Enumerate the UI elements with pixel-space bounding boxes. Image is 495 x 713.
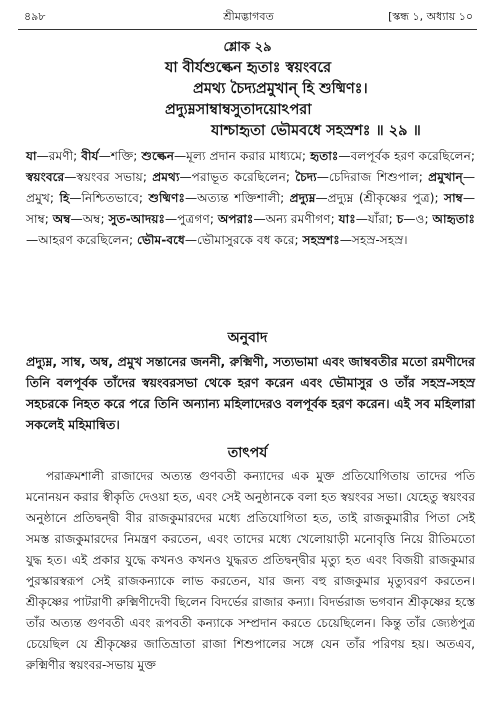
synonym-meaning: —পরাভূত করেছিলেন; bbox=[179, 170, 296, 184]
synonym-meaning: —যাঁরা; bbox=[355, 212, 397, 226]
synonym-term: শুল্কেন bbox=[141, 149, 174, 163]
synonym-term: বীর্য bbox=[81, 149, 99, 163]
synonym-term: অম্ব bbox=[52, 212, 71, 226]
synonym-term: চৈদ্য bbox=[295, 170, 317, 184]
synonym-meaning: —অত্যন্ত শক্তিশালী; bbox=[184, 191, 290, 205]
page-number: ৪৯৮ bbox=[24, 10, 46, 23]
verse-line: প্রদ্যুম্নসাম্বাম্বসুতাদয়োঽপরা bbox=[165, 102, 312, 118]
purport-text bbox=[26, 466, 475, 676]
synonym-meaning: —সাম্ব; bbox=[26, 191, 475, 226]
synonym-meaning: —স্বয়ংবর সভায়; bbox=[64, 170, 153, 184]
synonym-term: প্রমুখান্ bbox=[428, 170, 463, 184]
synonym-term: সাম্ব bbox=[444, 191, 463, 205]
synonym-meaning: —সহস্র-সহস্র। bbox=[339, 233, 408, 247]
synonym-meaning: —অন্য রমণীগণ; bbox=[253, 212, 339, 226]
synonym-term: প্রমথ্য bbox=[152, 170, 180, 184]
synonym-term: যাঃ bbox=[338, 212, 356, 226]
synonym-term: হৃতাঃ bbox=[310, 149, 339, 163]
verse-line: প্রমথ্য চৈদ্যপ্রমুখান্ হি শুষ্মিণঃ। bbox=[193, 81, 368, 97]
page-header bbox=[24, 6, 473, 26]
chapter-reference: [স্কন্ধ ১, অধ্যায় ১০ bbox=[388, 10, 473, 23]
synonym-meaning: —চেদিরাজ শিশুপাল; bbox=[316, 170, 429, 184]
verse-line: যাশ্চাহৃতা ভৌমবধে সহস্রশঃ ॥ ২৯ ॥ bbox=[211, 123, 421, 139]
synonym-meaning: —ভৌমাসুরকে বধ করে; bbox=[184, 233, 303, 247]
purport-paragraph: পরাক্রমশালী রাজাদের অত্যন্ত গুণবতী কন্যাদের এক মুক্ত প্রতিযোগিতায় তাদের পতি মনোনয়ন করার স্বীকৃতি দেওয়া হত, এবং সেই অনুষ্ঠানকে বলা হত স্বয়ংবর সভা। যেহেতু স্বয়ংবর অনুষ্ঠানে প্রতিদ্বন্দ্বী বীর রাজকুমারদের মধ্যে প্রতিযোগিতা হত, তাই রাজকুমারীর পিতা সেই সমস্ত রাজকুমারদের নিমন্ত্রণ করতেন, এবং তাদের মধ্যে খেলোয়াড়ী মনোবৃত্তি নিয়ে রীতিমতো যুদ্ধ হত। এই প্রকার যুদ্ধে কখনও কখনও যুদ্ধরত প্রতিদ্বন্দ্বীর মৃত্যু হত এবং বিজয়ী রাজকুমার পুরস্কারস্বরূপ সেই রাজকন্যাকে লাভ করতেন, যার জন্য বহু রাজকুমার মৃত্যুবরণ করতেন। শ্রীকৃষ্ণের পাটরাণী রুক্মিণীদেবী ছিলেন বিদর্ভের রাজার কন্যা। বিদর্ভরাজ ভগবান শ্রীকৃষ্ণের হস্তে তাঁর অত্যন্ত গুণবতী এবং রূপবতী কন্যাকে সম্প্রদান করতে চেয়েছিলেন। কিন্তু তাঁর জ্যেষ্ঠপুত্র চেয়েছিল যে শ্রীকৃষ্ণের জাতিভ্রাতা রাজা শিশুপালের সঙ্গে যেন তাঁর পরিণয় হয়। অতএব, রুক্মিণীর স্বয়ংবর-সভায় মুক্ত bbox=[26, 469, 475, 672]
synonym-term: আহৃতাঃ bbox=[432, 212, 475, 226]
translation-heading: অনুবাদ bbox=[227, 330, 268, 346]
purport-heading: তাৎপর্য bbox=[227, 445, 268, 461]
synonym-term: চ bbox=[396, 212, 404, 226]
synonym-term: অপরাঃ bbox=[217, 212, 254, 226]
synonyms-paragraph bbox=[26, 146, 475, 251]
verse-heading: শ্লোক ২৯ bbox=[223, 40, 272, 55]
synonym-term: যা bbox=[26, 149, 37, 163]
synonym-term: ভৌম-বধে bbox=[137, 233, 185, 247]
synonym-meaning: —পুত্রগণ; bbox=[165, 212, 218, 226]
synonym-term: হি bbox=[59, 191, 70, 205]
synonym-term: স্বয়ংবরে bbox=[26, 170, 65, 184]
synonym-meaning: —শক্তি; bbox=[98, 149, 142, 163]
synonym-term: সহস্রশঃ bbox=[302, 233, 340, 247]
book-title: শ্রীমদ্ভাগবত bbox=[223, 10, 274, 23]
synonym-meaning: —প্রদ্যুম্ন (শ্রীকৃষ্ণের পুত্র); bbox=[315, 191, 445, 205]
header-divider bbox=[18, 29, 477, 30]
synonym-meaning: —অম্ব; bbox=[70, 212, 109, 226]
synonym-meaning: —আহরণ করেছিলেন; bbox=[26, 233, 137, 247]
synonym-meaning: —প্রমুখ; bbox=[26, 170, 475, 205]
synonym-meaning: —মূল্য প্রদান করার মাধ্যমে; bbox=[173, 149, 311, 163]
synonym-meaning: —ও; bbox=[403, 212, 433, 226]
synonym-meaning: —নিশ্চিতভাবে; bbox=[69, 191, 149, 205]
verse-text bbox=[0, 58, 495, 142]
verse-line: যা বীর্যশুল্কেন হৃতাঃ স্বয়ংবরে bbox=[165, 60, 332, 76]
translation-text: প্রদ্যুম্ন, সাম্ব, অম্ব, প্রমুখ সন্তানের জননী, রুক্মিণী, সত্যভামা এবং জাম্ববতীর মতো রমণীদের তিনি বলপূর্বক তাঁদের স্বয়ংবরসভা থেকে হরণ করেন এবং ভৌমাসুর ও তাঁর সহস্র-সহস্র সহচরকে নিহত করে পরে তিনি অন্যান্য মহিলাদেরও বলপূর্বক হরণ করেন। এই সব মহিলারা সকলেই মহিমান্বিত। bbox=[26, 354, 475, 432]
synonym-term: প্রদ্যুম্ন bbox=[289, 191, 316, 205]
synonym-term: সুত-আদয়ঃ bbox=[108, 212, 166, 226]
synonym-meaning: —বলপূর্বক হরণ করেছিলেন; bbox=[338, 149, 475, 163]
synonym-term: শুষ্মিণঃ bbox=[148, 191, 185, 205]
synonym-meaning: —রমণী; bbox=[36, 149, 82, 163]
